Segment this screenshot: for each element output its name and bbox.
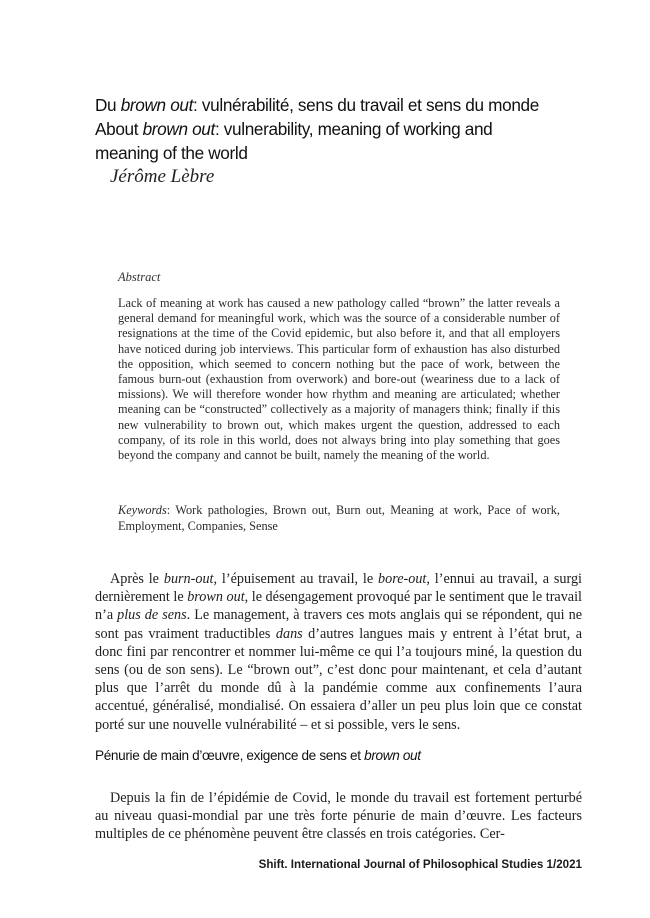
abstract-body: Lack of meaning at work has caused a new pathology called “brown” the latter reveals a general demand for meaningful work, which was the source of a considerable number of resignations at the time of the Covid epidemic, but also before it, and that all employers have noticed during job interviews. This particular form of exhaustion has also disturbed the opposition, which seemed to concern nothing but the pace of work, between the famous burn-out (exhaustion from overwork) and bore-out (weariness due to a lack of missions). We will therefore wonder how rhythm and meaning are articulated; whether meaning can be “constructed” collectively as a majority of managers think; finally if this new vulnerability to brown out, which makes urgent the question, addressed to each company, of its role in this world, does not always bring into play something that goes beyond the company and cannot be built, namely the meaning of the world. xyxy=(118,296,560,463)
section-heading: Pénurie de main d’œuvre, exigence de sens et brown out xyxy=(95,748,421,763)
title-english-line3: meaning of the world xyxy=(95,143,248,163)
body-paragraph-1: Après le burn-out, l’épuisement au travail, le bore-out, l’ennui au travail, a surgi dernièrement le brown out, le désengagement provoqué par le sentiment que le travail n’a plus de sens. Le management, à travers ces mots anglais qui se répondent, qui ne sont pas vraiment traductibles dans d’autres langues mais y entrent à l’état brut, a donc fini par rencontrer et nommer lui-même ce qui l’a toujours miné, la question du sens (ou de son sens). Le “brown out”, c’est donc pour maintenant, et cela d’autant plus que l’arrêt du monde dû à la pandémie comme aux confinements l’aura accentué, généralisé, mondialisé. On essaiera d’aller un peu plus loin que ce constat porté sur une nouvelle vulnérabilité – et si possible, vers le sens. xyxy=(95,571,582,733)
abstract-heading: Abstract xyxy=(118,270,161,284)
title-french: Du brown out: vulnérabilité, sens du travail et sens du monde xyxy=(95,95,539,115)
keywords xyxy=(118,503,560,534)
author-name: Jérôme Lèbre xyxy=(110,166,215,187)
keywords-label: Keywords xyxy=(118,503,167,517)
title-english: About brown out: vulnerability, meaning of working and xyxy=(95,119,493,139)
journal-footer: Shift. International Journal of Philosophical Studies 1/2021 xyxy=(258,858,582,871)
body-paragraph-2: Depuis la fin de l’épidémie de Covid, le monde du travail est fortement perturbé au niveau quasi-mondial par une très forte pénurie de main d’œuvre. Les facteurs multiples de ce phénomène peuvent être classés en trois catégories. Cer- xyxy=(95,790,582,843)
article-title xyxy=(95,93,615,165)
keywords-list: : Work pathologies, Brown out, Burn out, Meaning at work, Pace of work, Employment, Companies, Sense xyxy=(118,503,560,533)
